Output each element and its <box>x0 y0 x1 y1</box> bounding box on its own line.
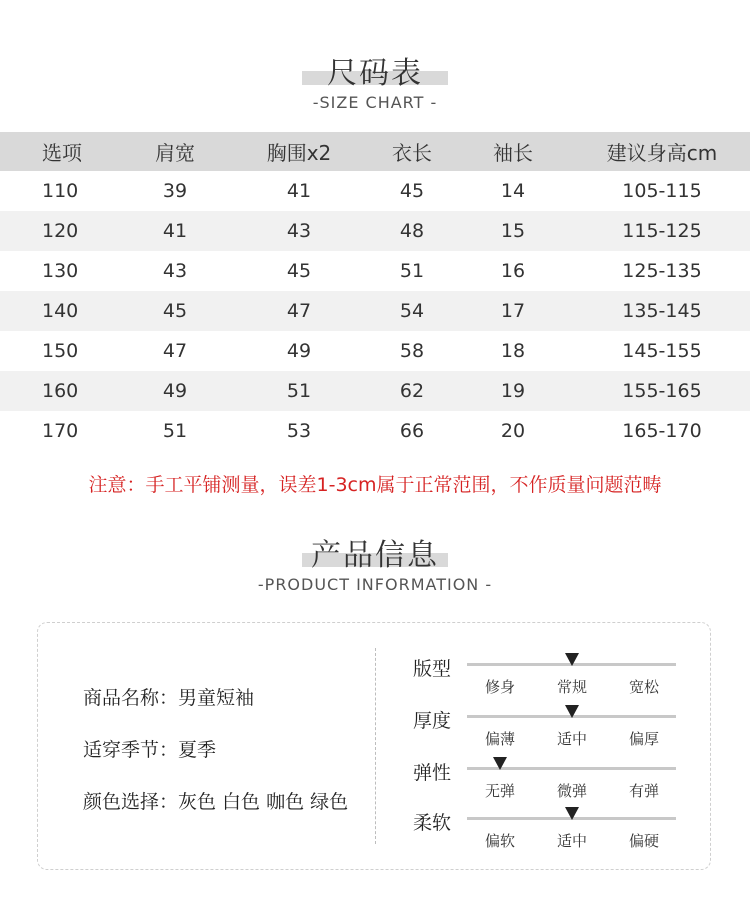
scale-label: 弹性 <box>413 762 452 784</box>
scale-label: 厚度 <box>413 710 452 732</box>
table-cell: 53 <box>286 420 312 442</box>
scale-selected-marker-icon <box>565 807 579 820</box>
table-cell: 165-170 <box>622 420 702 442</box>
table-cell: 140 <box>42 300 79 322</box>
product-info-title: 产品信息 <box>311 538 439 573</box>
header-cell: 袖长 <box>493 141 533 165</box>
scale-option: 偏厚 <box>628 730 659 748</box>
measurement-note: 注意：手工平铺测量，误差1-3cm属于正常范围，不作质量问题范畴 <box>88 474 662 496</box>
header-cell: 胸围x2 <box>266 141 332 165</box>
product-info-divider <box>375 648 376 844</box>
table-cell: 43 <box>162 260 188 282</box>
table-row <box>0 371 750 411</box>
size-table-body <box>0 171 750 451</box>
scale-option: 偏软 <box>484 832 515 850</box>
table-cell: 58 <box>399 340 425 362</box>
scale-option: 偏薄 <box>484 730 515 748</box>
size-chart-subtitle: -SIZE CHART - <box>312 93 438 112</box>
table-cell: 47 <box>162 340 188 362</box>
table-cell: 16 <box>500 260 526 282</box>
table-cell: 155-165 <box>622 380 702 402</box>
header-cell: 选项 <box>42 141 82 165</box>
table-cell: 51 <box>399 260 425 282</box>
scale-option: 无弹 <box>484 782 515 800</box>
table-cell: 66 <box>399 420 425 442</box>
scale-option: 有弹 <box>628 782 659 800</box>
table-cell: 45 <box>162 300 188 322</box>
table-cell: 130 <box>42 260 79 282</box>
table-row <box>0 171 750 211</box>
table-cell: 115-125 <box>622 220 702 242</box>
product-info-subtitle: -PRODUCT INFORMATION - <box>257 575 493 594</box>
table-cell: 39 <box>162 180 188 202</box>
size-table <box>0 132 750 451</box>
table-cell: 48 <box>399 220 425 242</box>
scale-option: 适中 <box>556 832 587 850</box>
size-table-header <box>0 132 750 171</box>
table-row <box>0 291 750 331</box>
table-row <box>0 251 750 291</box>
scale-option: 偏硬 <box>628 832 659 850</box>
table-cell: 51 <box>162 420 188 442</box>
scale-option: 微弹 <box>556 782 587 800</box>
color-options-line: 颜色选择：灰色 白色 咖色 绿色 <box>83 791 349 813</box>
product-name-line: 商品名称：男童短袖 <box>83 687 255 709</box>
scale-option: 适中 <box>556 730 587 748</box>
scale-option: 常规 <box>556 678 587 696</box>
table-cell: 47 <box>286 300 312 322</box>
header-cell: 衣长 <box>392 141 432 165</box>
table-cell: 135-145 <box>622 300 702 322</box>
table-cell: 145-155 <box>622 340 702 362</box>
table-cell: 49 <box>286 340 312 362</box>
table-cell: 49 <box>162 380 188 402</box>
size-chart-title: 尺码表 <box>327 56 423 91</box>
table-row <box>0 411 750 451</box>
scale-option: 修身 <box>484 678 515 696</box>
table-cell: 14 <box>500 180 526 202</box>
table-cell: 150 <box>42 340 79 362</box>
table-cell: 125-135 <box>622 260 702 282</box>
header-cell: 建议身高cm <box>606 141 718 165</box>
season-line: 适穿季节：夏季 <box>83 739 217 761</box>
table-row <box>0 331 750 371</box>
table-cell: 110 <box>42 180 79 202</box>
scale-option: 宽松 <box>628 678 659 696</box>
table-cell: 41 <box>162 220 188 242</box>
table-cell: 45 <box>286 260 312 282</box>
table-cell: 54 <box>399 300 425 322</box>
table-cell: 51 <box>286 380 312 402</box>
scale-label: 版型 <box>413 658 452 680</box>
scale-label: 柔软 <box>413 812 452 834</box>
table-cell: 19 <box>500 380 526 402</box>
header-cell: 肩宽 <box>155 141 195 165</box>
table-row <box>0 211 750 251</box>
table-cell: 160 <box>42 380 79 402</box>
table-cell: 41 <box>286 180 312 202</box>
table-cell: 20 <box>500 420 526 442</box>
table-cell: 18 <box>500 340 526 362</box>
table-cell: 105-115 <box>622 180 702 202</box>
scale-selected-marker-icon <box>565 653 579 666</box>
table-cell: 62 <box>399 380 425 402</box>
table-cell: 45 <box>399 180 425 202</box>
table-cell: 15 <box>500 220 526 242</box>
scale-selected-marker-icon <box>493 757 507 770</box>
table-cell: 170 <box>42 420 79 442</box>
table-cell: 120 <box>42 220 79 242</box>
table-cell: 43 <box>286 220 312 242</box>
scale-selected-marker-icon <box>565 705 579 718</box>
table-cell: 17 <box>500 300 526 322</box>
